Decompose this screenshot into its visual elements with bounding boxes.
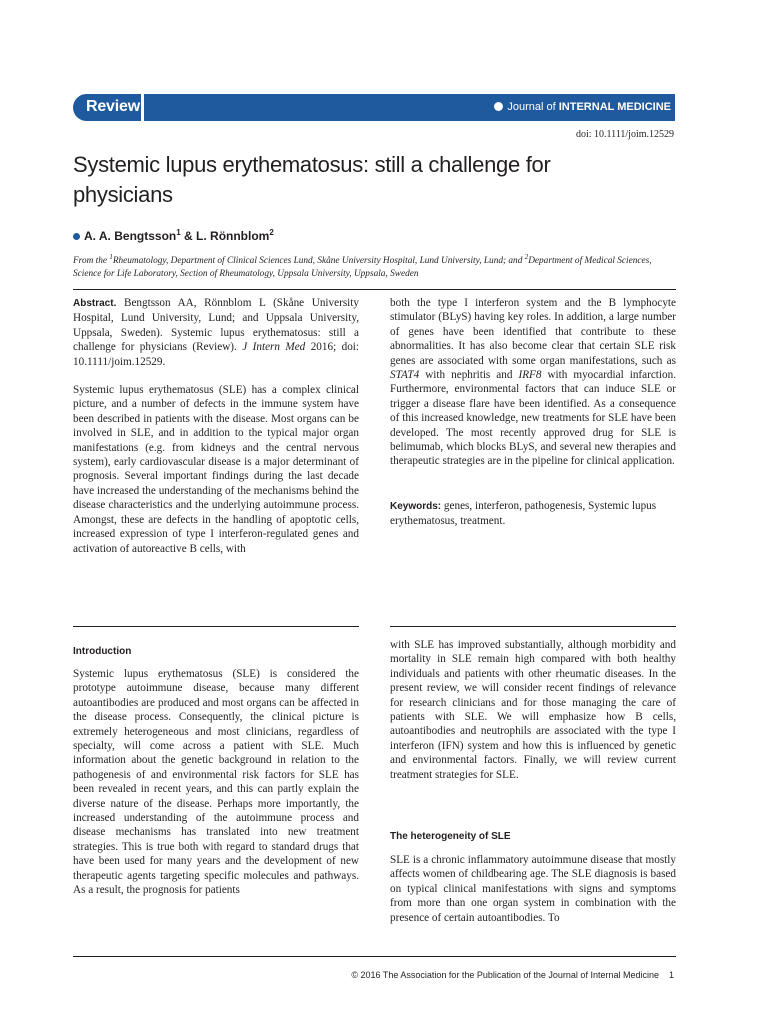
affiliation-1: Rheumatology, Department of Clinical Sciences Lund, Skåne University Hospital, Lund University, Lund; and — [112, 256, 525, 267]
author-2-affiliation-mark: 2 — [269, 228, 274, 237]
article-type-label: Review — [86, 98, 140, 115]
header-divider — [141, 94, 144, 121]
keywords-label: Keywords: — [390, 500, 442, 512]
affiliation-2: Department of Medical Sciences, Science for Life Laboratory, Section of Rheumatology, Uppsala University, Uppsala, Sweden — [73, 256, 652, 279]
abstract-text-a: both the type I interferon system and the B lymphocyte stimulator (BLyS) having key roles. In addition, a large number of genes have been identified that contribute to these abnormalities. It has also become clear that certain SLE risk genes are associated with some organ manifestations, such as — [390, 297, 676, 367]
heterogeneity-heading: The heterogeneity of SLE — [390, 831, 511, 842]
top-rule — [73, 289, 676, 290]
author-conjunction: & — [180, 229, 197, 243]
introduction-text: Systemic lupus erythematosus (SLE) is considered the prototype autoimmune disease, because many different autoantibodies are produced and most organs can be affected in the disease process. Consequently, the clinical picture is extremely heterogeneous and most clinicians, regardless of specialty, will come across a patient with SLE. Much information about the genetic background in relation to the pathogenesis of and environmental risk factors for SLE has been revealed in recent years, and this can partly explain the diverse nature of the disease. Perhaps more importantly, the increased understanding of the autoimmune process and disease mechanisms has translated into new treatment strategies. This is true both with regard to standard drugs that have been used for many years and the development of new therapeutic agents targeting specific molecules and pathways. As a result, the prognosis for patients — [73, 668, 359, 897]
abstract-paragraph: Systemic lupus erythematosus (SLE) has a complex clinical picture, and a number of defects in the immune system have been described in patients with the disease. Most organs can be involved in SLE, and in addition to the typical major organ manifestations (e.g. from kidneys and the central nervous system), early cardiovascular disease is a major determinant of prognosis. Several important findings during the last decade have increased the understanding of the mechanisms behind the disease characteristics and the underlying autoimmune process. Amongst, these are defects in the handling of apoptotic cells, increased expression of type I interferon-regulated genes and activation of autoreactive B cells, with — [73, 384, 359, 555]
footer-rule — [73, 956, 676, 957]
author-2: L. Rönnblom — [196, 229, 270, 243]
journal-logo-dot-icon — [494, 102, 503, 111]
abstract-bottom-rule-left — [73, 626, 359, 627]
journal-name — [494, 94, 671, 121]
abstract-bottom-rule-right — [390, 626, 676, 627]
affiliation-prefix: From the — [73, 256, 110, 267]
author-1: A. A. Bengtsson — [84, 229, 177, 243]
abstract-paragraph-continued — [390, 296, 676, 469]
affiliation-mark-1: 1 — [109, 253, 113, 261]
abstract-label: Abstract. — [73, 298, 117, 309]
keywords — [390, 499, 676, 529]
abstract-right-column — [390, 296, 676, 529]
gene-stat4: STAT4 — [390, 369, 420, 382]
gene-irf8: IRF8 — [518, 369, 542, 382]
affiliations — [73, 251, 676, 280]
introduction-text-continued: with SLE has improved substantially, although morbidity and mortality in SLE remain high compared with both healthy individuals and patients with other rheumatic diseases. In the present review, we will consider recent findings of relevance for research clinicians and for those managing the care of patients with SLE. We will emphasize how B cells, autoantibodies and neutrophils are associated with the type I interferon (IFN) system and how this is influenced by genetic and environmental factors. Finally, we will review current treatment strategies for SLE. — [390, 639, 676, 781]
citation-doi: 2016; doi: 10.1111/joim.12529. — [73, 341, 360, 368]
introduction-heading: Introduction — [73, 646, 132, 657]
author-bullet-icon — [73, 233, 80, 240]
abstract-text-c: with myocardial infarction. Furthermore, environmental factors that can induce SLE or trigger a disease flare have been identified. As a consequence of this increased knowledge, new treatments for SLE have been developed. The most recently approved drug for SLE is belimumab, which blocks BLyS, and several new therapies and therapeutic strategies are in the pipeline for clinical application. — [390, 369, 676, 468]
citation-journal: J Intern Med — [242, 341, 306, 354]
abstract-left-column — [73, 296, 359, 556]
abstract-citation — [73, 296, 359, 369]
author-1-affiliation-mark: 1 — [176, 228, 181, 237]
article-title: Systemic lupus erythematosus: still a challenge for physicians — [73, 152, 551, 207]
doi[interactable]: doi: 10.1111/joim.12529 — [575, 129, 674, 140]
journal-title: INTERNAL MEDICINE — [558, 101, 671, 113]
abstract-text-b: with nephritis and — [419, 369, 519, 382]
citation-text: Bengtsson AA, Rönnblom L (Skåne University Hospital, Lund University, Lund; and Uppsala University, Uppsala, Sweden). Systemic lupus erythematosus: still a challenge for physicians (Review). — [73, 297, 359, 354]
page-footer — [351, 970, 674, 980]
heterogeneity-text: SLE is a chronic inflammatory autoimmune disease that mostly affects women of childbearing age. The SLE diagnosis is based on typical clinical manifestations with signs and symptoms from more than one organ system in combination with the presence of certain autoantibodies. To — [390, 854, 676, 924]
copyright: © 2016 The Association for the Publication of the Journal of Internal Medicine — [351, 970, 659, 980]
author-list — [73, 228, 274, 243]
page-number: 1 — [668, 970, 674, 980]
affiliation-mark-2: 2 — [524, 253, 529, 261]
journal-prefix: Journal of — [507, 101, 556, 113]
keywords-list: genes, interferon, pathogenesis, Systemic lupus erythematosus, treatment. — [390, 499, 657, 528]
